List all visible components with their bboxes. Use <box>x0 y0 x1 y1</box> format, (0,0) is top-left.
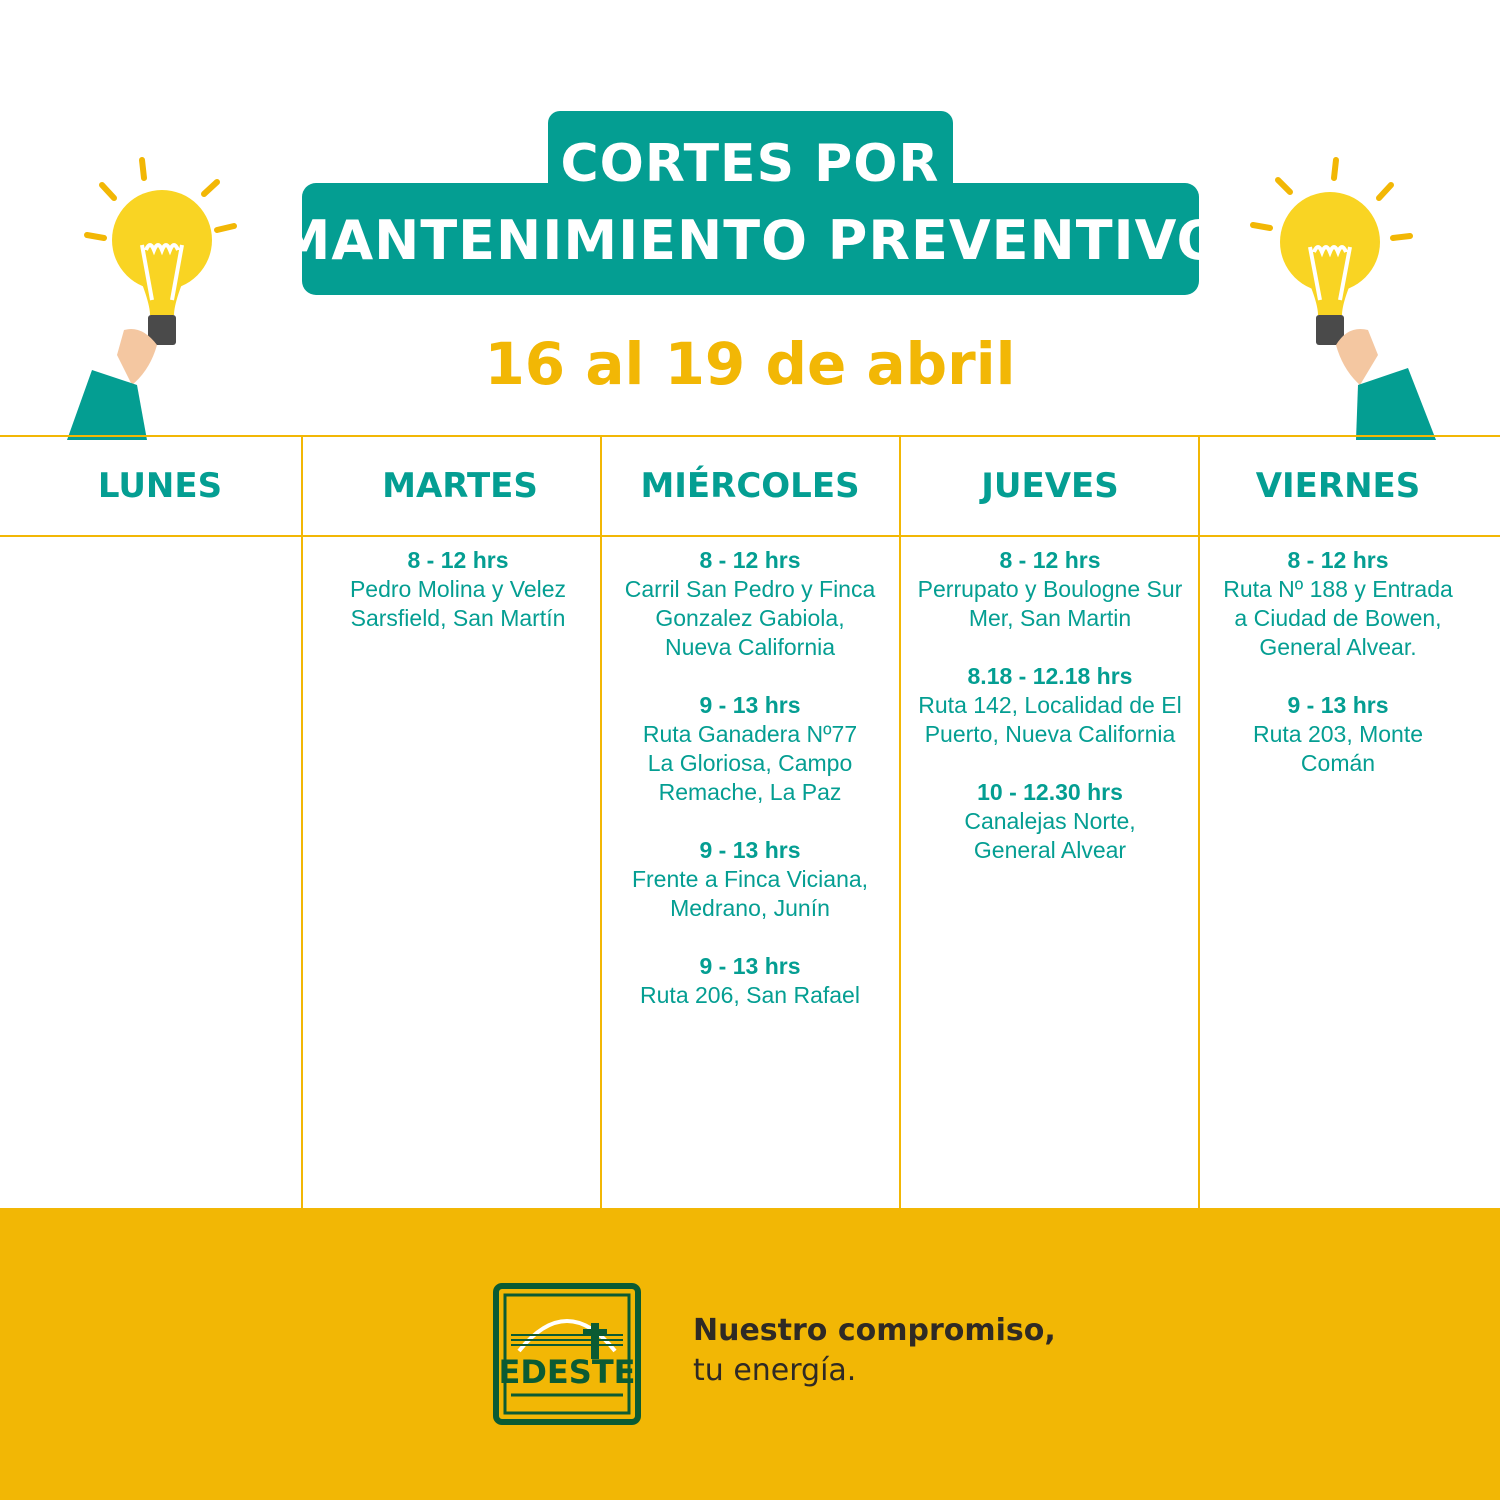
logo-text: EDESTE <box>498 1353 636 1391</box>
outage-location: Ruta 142, Localidad de El Puerto, Nueva California <box>918 692 1182 747</box>
outage-time: 8.18 - 12.18 hrs <box>967 663 1133 689</box>
outage-entry <box>305 546 611 633</box>
outage-time: 9 - 13 hrs <box>1287 692 1389 718</box>
outage-location: Canalejas Norte, General Alvear <box>964 808 1136 863</box>
column-miercoles <box>600 546 900 1039</box>
outage-entry <box>600 952 900 1010</box>
grid-header-line <box>0 535 1500 537</box>
slogan-line1: Nuestro compromiso, <box>693 1313 1056 1348</box>
outage-time: 8 - 12 hrs <box>699 547 801 573</box>
outage-entry <box>900 546 1200 633</box>
column-jueves <box>900 546 1200 894</box>
outage-location: Ruta 203, Monte Comán <box>1252 721 1424 776</box>
day-header-miercoles: MIÉRCOLES <box>640 466 860 506</box>
column-martes <box>305 546 611 662</box>
outage-location: Carril San Pedro y Finca Gonzalez Gabiola, Nueva California <box>624 576 876 660</box>
outage-location: Ruta Nº 188 y Entrada a Ciudad de Bowen, General Alvear. <box>1223 576 1453 660</box>
outage-entry <box>1188 546 1488 662</box>
outage-entry <box>1188 691 1488 778</box>
column-viernes <box>1188 546 1488 807</box>
outage-entry <box>600 546 900 662</box>
outage-entry <box>600 836 900 923</box>
page-title-line1: CORTES POR <box>560 134 940 194</box>
outage-time: 9 - 13 hrs <box>699 837 801 863</box>
outage-time: 8 - 12 hrs <box>407 547 509 573</box>
grid-divider <box>301 435 303 1208</box>
outage-time: 8 - 12 hrs <box>999 547 1101 573</box>
outage-location: Pedro Molina y Velez Sarsfield, San Martín <box>349 576 567 631</box>
outage-time: 10 - 12.30 hrs <box>977 779 1123 805</box>
outage-time: 8 - 12 hrs <box>1287 547 1389 573</box>
day-header-viernes: VIERNES <box>1255 466 1421 506</box>
slogan-line2: tu energía. <box>693 1353 857 1388</box>
outage-entry <box>600 691 900 807</box>
day-header-lunes: LUNES <box>97 466 223 506</box>
day-header-martes: MARTES <box>382 466 538 506</box>
page-title-line2: MANTENIMIENTO PREVENTIVO <box>276 209 1224 272</box>
outage-location: Perrupato y Boulogne Sur Mer, San Martin <box>917 576 1183 631</box>
lightbulb-icon <box>62 150 252 440</box>
outage-location: Ruta Ganadera Nº77 La Gloriosa, Campo Remache, La Paz <box>642 721 858 805</box>
outage-time: 9 - 13 hrs <box>699 953 801 979</box>
outage-time: 9 - 13 hrs <box>699 692 801 718</box>
outage-location: Frente a Finca Viciana, Medrano, Junín <box>631 866 869 921</box>
lightbulb-icon <box>1248 150 1438 440</box>
outage-location: Ruta 206, San Rafael <box>640 982 860 1008</box>
day-header-jueves: JUEVES <box>981 466 1119 506</box>
date-range: 16 al 19 de abril <box>484 330 1016 398</box>
outage-entry <box>900 662 1200 749</box>
grid-top-line <box>0 435 1500 437</box>
edeste-logo-icon <box>493 1283 641 1425</box>
outage-entry <box>900 778 1200 865</box>
